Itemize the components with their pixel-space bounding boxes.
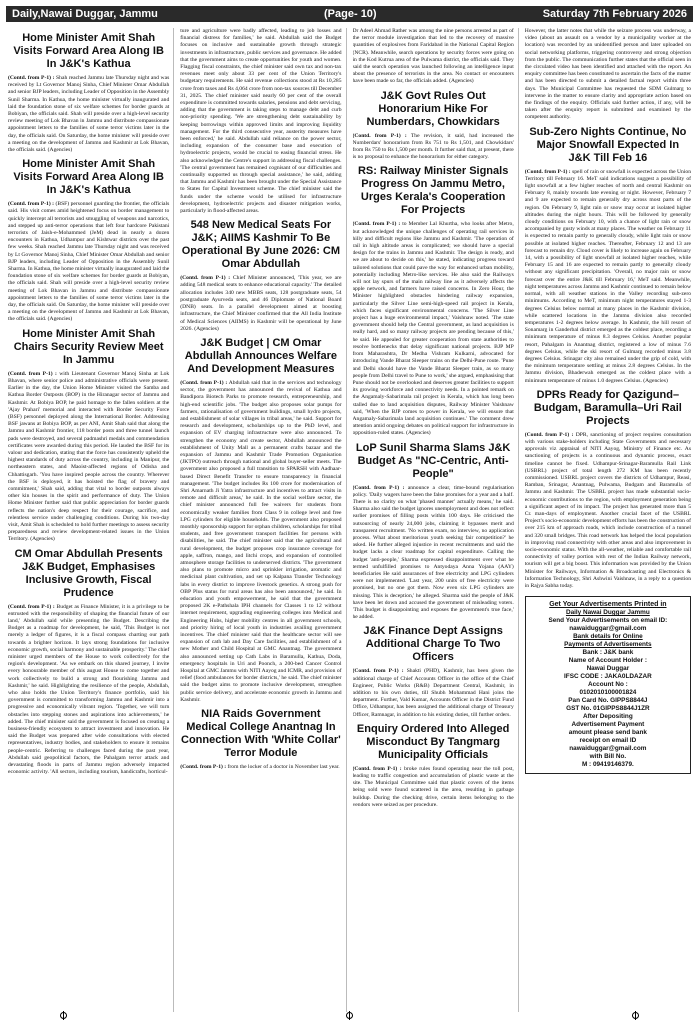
column-3: [353, 28, 519, 1012]
column-2: [180, 28, 346, 1012]
headline: Home Minister Amit Shah Visits Forward Area Along IB In J&K's Kathua: [13, 158, 164, 197]
article-body: (Contd. from P-1) : with Lieutenant Governor Manoj Sinha at Lok Bhavan, where senior police and administrative officials were present. Earlier in the day, the Union Home Minister visited the Samba and Kathua Border Outposts (BOP) in the Hiranagar sector of Jammu and Kashmir. At Bobiya BOP, he paid homage to the fallen soldiers at the 'Ajay Prahari' memorial and interacted with Border Security Force (BSF) personnel deployed along the International Border. Addressing BSF jawans at Bobiya BOP, as per ANI, Amit Shah said that along the Jammu and Kashmir frontier, 118 border posts and three tunnel launch pads were destroyed, and several padmashri medals and commendation certificates were awarded during this period. He lauded the BSF for its valour and dedication, stating that the force has consistently upheld the highest standards of duty across the country, including in Manipur, the northeastern states, and Maoist-affected regions of Odisha and Chhattisgarh. 'You have inspired people across the country. Wherever the BSF is deployed, it has hoisted the flag of bravery and commitment,' Shah said, adding that vital to border outposts always other kin houses in the spirit and performance of duty. The Union Home Minister further said that public appreciation for border guards reflects the nation's deep respect for their courage, sacrifice, and relentless service under challenging conditions. During his two-day visit, Amit Shah is scheduled to hold further meetings to assess security preparedness and review development-related issues in the Union Territory. (Agencies): [8, 370, 170, 543]
ad-payments: Payments of Advertisements: [564, 641, 652, 649]
registration-mark-icon: [346, 1012, 353, 1019]
headline: Home Minister Amit Shah Visits Forward Area Along IB In J&K's Kathua: [13, 32, 164, 70]
page-number: (Page- 10): [324, 8, 377, 20]
article-body: (Contd. from P-1) : (BSF) personnel guarding the frontier, the officials said. His visit comes amid heightened focus on border management to quickly intercept all terrorists and smuggling of weapons and narcotics, and stepped up anti-terror operations that left four hardcore Pakistani terrorists of Jaish-e-Mohammed (JeM) dead in nearly a dozen encounters in Kathua, Udhampur and Kishtwar districts over the past few weeks. Shah reached Jammu late Thursday night and was received by Lt Governor Manoj Sinha, Chief Minister Omar Abdullah and senior BJP leaders, including Leader of Opposition in the Assembly Sunil Sharma. In Kathua, the home minister virtually inaugurated and laid the foundation stone of six welfare schemes for border guards at Bobiyan, the officials said. Shah will preside over a high-level security review meeting of Lok Bhavan in Jammu and distribute compassionate appointment letters to the families of some terror victims later in the day, the officials said. On Saturday, the home minister will preside over a meeting on the development of Jammu and Kashmir at Lok Bhavan, the officials said. (Agencies): [8, 201, 170, 323]
ad-receipt: receipt on email ID: [579, 737, 637, 745]
article-body: However, the latter notes that while the seizure process was underway, a video (about an assault on a vendor by a municipality worker at the location) was recorded by an unidentified person and later uploaded on social networking platforms, triggering controversy and strong objection from the public. The communication further states that the official seen in the circulated video has been identified and attached with the report. An enquiry committee has been constituted to ascertain the facts of the matter and has been directed to submit a detailed factual report within three days. The Municipal Committee has requested the SDM Gulmarg to intervene in the matter to ensure clarity and appropriate action based on the findings of the enquiry. Officials said further action, if any, will be taken after the enquiry report is submitted and examined by the competent authority.: [524, 28, 691, 121]
article-body: (Contd. from P-1) : broke rules found operating near the toll post, leading to traffic congestion and accumulation of plastic waste at the site. The Municipal Committee said that plastic covers of the items being sold were found scattered in the area, resulting in garbage buildup. During the checking drive, certain items belonging to the vendors were seized as per procedure.: [352, 765, 514, 808]
article-body: (Contd. from P-1) : from the locker of a doctor in November last year.: [180, 764, 340, 771]
headline: Home Minister Amit Shah Chairs Security Review Meet In Jammu: [13, 327, 164, 366]
headline: J&K Finance Dept Assigns Additional Charge To Two Officers: [363, 625, 503, 664]
headline: CM Omar Abdullah Presents J&K Budget, Emphasises Inclusive Growth, Fiscal Prudence: [14, 547, 163, 599]
ad-ifsc: IFSC CODE : JAKA0LDAZAR: [564, 673, 652, 681]
ad-paper: Daily Nawai Duggar Jammu: [565, 609, 650, 617]
article-body: (Contd. from P-1) : spell of rain or snowfall is expected across the Union Territory till February 16. MeT said indications suggest a possibility of light snowfall at a few higher reaches of north and central Kashmir on February 8, mainly towards late evening or night. However, February 7 and 9 are expected to remain generally dry across most parts of the region. On February 9, light rain or snow may occur at isolated higher altitudes during the night hours. This will be followed by generally cloudy conditions on February 10, with a chance of light rain or snow accompanied by gusty winds at many places. The weather on February 11 is expected to remain partly to generally cloudy, while light rain or snow possible at isolated higher reaches. Thereafter, February 12 and 13 are forecast to remain dry. Cloud cover is likely to increase again on February 14, with a possibility of light snowfall at isolated higher reaches, while February 15 and 16 are expected to remain partly to generally cloudy without any significant precipitation. 'Overall, no major rain or snow forecast over the entire J&K till February 16,' MeT said. Meanwhile, night temperatures across Jammu and Kashmir continued to remain below normal, with all weather stations in the Valley recording sub-zero minimums. According to MeT, minimum night temperatures stayed 1-3 degrees Celsius below normal at many places in the Kashmir division, while scattered locations in the Jammu division also recorded temperatures 1-2 degrees below average. In Kashmir, the hill resort of Sonamarg in Ganderbal district emerged as the coldest place, recording a minimum temperature of minus 8.3 degrees Celsius. Another popular resort, Pahalgam in Anantnag district, registered a low of minus 7.6 degrees Celsius, while the ski resort of Gulmarg recorded minus 3.8 degrees Celsius. Srinagar city also remained under the grip of cold, with the minimum temperature settling at minus 2.8 degrees Celsius. In the Jammu division, Bhaderwah emerged as the coldest place with a minimum temperature of minus 1.0 degrees Celsius. (Agencies): [524, 168, 691, 384]
ad-pan: Pan Card No. GIPPS8844J: [568, 697, 648, 705]
article-body: (Contd. from P-1) : Chief Minister announced, 'This year, we are adding 548 medical seats to enhance educational capacity.' The detailed allocation includes 340 new MBBS seats, 128 postgraduate seats, 54 postgraduate Ayurveda seats, and 46 Diplomate of National Board (DNB) seats. In a parallel development aimed at boosting infrastructure, the Chief Minister confirmed that the All India Institute of Medical Sciences (AIIMS) in Kashmir will be operational by June 2026. (Agencies): [180, 275, 342, 332]
ad-bank-heading: Bank details for Online: [573, 633, 643, 641]
article-body: (Contd. from P-1) : Abdullah said that in the services and technology sector, the government has announced the revival of Kathua and Bandipora Biotech Parks to promote research, entrepreneurship, and high-end scientific jobs. 'The budget also proposes solar pumps for farmers, rationalisation of government buildings, small hydro projects, and establishment of solar villages in tribal areas,' he said. Support for research and development, scholarships up to the PhD level, and expansion of EV charging infrastructure were also announced. To strengthen the economy and create sector, Abdullah announced the establishment of Unity Mall as a permanent crafts bazaar and the expansion of Jammu and Kashmir Trade Promotion Organisation (JKTPO) outreach through national and global buyer-seller meets. The government also proposed a full transition to SPARSH with Aadhaar-based Direct Benefit Transfer to ensure transparency in financial management. 'The budget includes Rs 100 crore for modernisation of Shri Amarnath Ji Yatra infrastructure and incentives to attract visits in remote and difficult areas,' he said. In the social welfare sector, the chief minister announced full fee waivers for students from economically weaker families from Class 9 in college level and free LPG cylinders for eligible households. The government also proposed monthly sponsorship support for orphan children, scholarships for tribal students, and free government transport facilities for persons with disabilities, he said. The chief minister said that the agricultural and rural development, the budget proposes crop insurance coverage for apple, saffron, mango, and litchi crops, and expansion of controlled atmosphere storage facilities to underserved districts. 'The government also plans to promote micro and sprinkler irrigation, aromatic and medicinal plant cultivation, and set up Kalpana Transfer Technology labs in every district to improve livestock genetics. A strong push for OBP Plus status for rural areas has also been announced,' he said. In education and youth empowerment, he said that the government proposed 2K e-Pathshala IPH channels for Classes 1 to 12 without internet requirement, upgrading engineering colleges into Medical and Engineering Hubs, higher mobility centres in all government schools, and priority hiring of local youth in industries availing government incentives. The chief minister said that the healthcare sector will see expansion of cath lab and Day Care facilities, and establishment of a new Mother and Child Hospital at GMC Anantnag. The government also announced setting up Cath Labs in Baramulla, Kathua, Doda, emergency hospitals in Uri and Poonch, a 200-bed Cancer Control Hospital at GMC Jammu with NITI Aayog and ICMR, and provision of relief (food ambulances for border districts,' he said. The chief minister said the budget aims to promote inclusive development, strengthen public service delivery, and accelerate economic growth in Jammu and Kashmir.: [180, 379, 342, 703]
article-body: (Contd. from P-1) : Budget as Finance Minister, it is a privilege to be entrusted with the responsibility of shaping the financial future of our land,' Abdullah said while presenting the Budget. Describing the Budget as a roadmap for development, he said, 'This Budget is not merely a ledger of figures, it is a fiscal compass charting our path towards a brighter horizon. It lays strong foundations for inclusive economic growth, social harmony and sustainable prosperity.' The chief minister urged members of the House to work collectively for the region's development. 'As we embark on this shared journey, I invite every honourable member of this august House to come together and work collectively to build a strong and flourishing Jammu and Kashmir,' he said. Highlighting the resilience of the people, Abdullah, who also holds the Union Territory's finance portfolio, said his government is committed to transforming Jammu and Kashmir into a progressive and economically vibrant region. 'Together, we will turn obstacles into stepping stones and aspirations into achievements,' he added. The chief minister said the government is focused on creating a business-friendly ecosystem to attract investment and innovation. He said the Budget was prepared after wide consultations with elected representatives, industry bodies, and stakeholders to ensure it remains people-centric. Referring to challenges faced during the past year, Abdullah said geopolitical factors, the Pahalgam terror attack and devastating floods in parts of Jammu region adversely impacted economic activity. 'All sectors, including tourism, handicrafts, horticul-: [8, 603, 170, 776]
ad-payment: Advertisement Payment: [571, 721, 645, 729]
article-body: (Contd. from P-1) : Shah reached Jammu late Thursday night and was received by Lt Governor Manoj Sinha, Chief Minister Omar Abdullah and senior BJP leaders, including Leader of Opposition in the Assembly Sunil Sharma. In Kathua, the home minister virtually inaugurated and laid the foundation stone of six welfare schemes for border guards at Bobiyan, the officials said. Shah will preside over a high-level security review meeting of Lok Bhavan in Jammu and distribute compassionate appointment letters to the families of some terror victims later in the day, the officials said. On Saturday, the home minister will preside over a meeting on the development of Jammu and Kashmir at Lok Bhavan, the officials said. (Agencies): [8, 75, 170, 154]
paper-name: Daily,Nawai Duggar, Jammu: [12, 8, 158, 20]
ad-mobile: M : 09419146379.: [581, 761, 634, 769]
headline: Enquiry Ordered Into Alleged Misconduct By Tangmarg Municipality Officials: [356, 722, 510, 761]
ad-account-no: 0102010100001824: [579, 689, 637, 697]
headline: RS: Railway Minister Signals Progress On Jammu Metro, Urges Kerala's Cooperation For Projects: [357, 165, 509, 217]
article-body: (Contd. from P-1) : announce a clear, time-bound regularisation policy. 'Daily wagers have been the false promises for a year and a half. There is no clarity on what 'phased manner' actually means,' he said. Sharma also said the budget ignores unemployment and does not reflect earlier promises of filling posts within 100 days. He criticised the outsourcing of nearly 24,000 jobs, claiming it bypasses merit and transparent recruitment. 'No written exam, no interview, no application process. What about meritorious youth seeking fair competition?' he asked. He further alleged injustice in recent recruitments and said the budget lacks a clear roadmap for capital expenditure. Calling the budget 'anti-people,' Sharma expressed disappointment over what he termed unfulfilled promises to Antyodaya Anna Yojana (AAY) beneficiaries He said assurances of free electricity and LPG cylinders were not implemented. 'Last year, 200 units of free electricity were promised, but no one got them. Now even six LPG cylinders are missing. This is deception,' he alleged. Sharma said the people of J&K have been let down and accused the government of misleading voters. 'This budget is disappointing and exposes the government's true face,' he added.: [352, 484, 514, 621]
article-body: (Contd. from P-1) : The revision, it said, had increased the Numberdars' honorarium from Rs 751 to Rs 1,501, and Chowkidars' from Rs 750 to Rs 1,500 per month. It further said that, at present, there is no proposal to enhance the honorarium for either category.: [352, 132, 514, 161]
ad-gst: GST No. 01GIPPS8844J1ZR: [566, 705, 650, 713]
article-body: (Contd. from P-1) : to Member Lal Khurtha, who looks after Metro, but acknowledged the unique challenges of operating rail services in hilly and difficult regions like Jammu and Kashmir. 'The operation of rail in high altitude areas is complicated; we should have a special design for the trains in Jammu and Kashmir. The design is ready, and we are about to decide on this,' he stated, indicating progress toward tailored solutions that could pave the way for enhanced urban mobility, potentially including Metro-like services. He also said the Railways will not lay spurs of the main railway line as it adversely affects the apple network, and farmers have raised concerns. In Zero Hour, the Minister highlighted obstacles hindering railway expansion, particularly the Silver Line semi-high-speed rail project in Kerala, which faces significant environmental concerns. 'The Silver Line project has a huge environmental impact,' Vaishnaw noted. 'The state government should help the Central government, as land acquisition is really hard, and so many railway projects are pending because of this,' he said. He appealed for greater cooperation from state authorities to resolve bottlenecks that delay significant national projects. BJP MP from Maharashtra, Dr Medha Vishram Kulkarni, advocated for introducing Vande Bharat Sleeper trains on the Delhi-Pune route. 'Pune and Delhi should have the Vande Bharat Sleeper train, as so many people from Delhi travel to Pune to work,' she argued, emphasising that Pune should not be overlooked and deserves greater facilities to support its growing workforce and connectivity needs. In a pointed remark on the Angamaly-Sabarimala rail project in Kerala, which has long been stalled due to land acquisition disputes, Railway Minister Vaishnaw said, 'When the BJP comes to power in Kerala, we will ensure that Angamaly-Sabarimala land acquisition continues.' The comment drew attention amid ongoing debates on political support for infrastructure in opposition-ruled states. (Agencies): [352, 221, 514, 437]
article-body: Dr Adeel Ahmad Rather was among the nine persons arrested as part of the terror module investigation that led to the recovery of massive quantities of explosives from Faridabad in the National Capital Region (NCR). Meanwhile, search operations by security forces were going on in the Kod Kutrua area of the Pulwama district, the officials said. They said the search operation was launched following an intelligence input about the presence of terrorists in the area. No contact or encounters have been made so far, the officials added. (Agencies): [352, 28, 514, 85]
headline: J&K Govt Rules Out Honorarium Hike For Numberdars, Chowkidars: [366, 89, 500, 128]
column-1: [8, 28, 174, 1012]
columns: [8, 28, 691, 1012]
ad-with-bill: with Bill No.: [589, 753, 627, 761]
article-body: ture and agriculture were badly affected, leading to job losses and financial distress for families,' he said. Abdullah said the Budget focuses on inclusive and sustainable growth through strategic investments in infrastructure, public services and governance. He added that the government aims to create opportunities for youth and women. Flagging fiscal constraints, the chief minister said own tax and non-tax revenues meet only about 33 per cent of the Union Territory's budgetary requirements. He said revenue collections stood at Rs 10,285 crore from taxes and Rs 4,064 crore from non-tax sources till December 31, 2025. The chief minister said nearly 60 per cent of the overall expenditure is committed towards salaries, pensions and debt servicing, adding that the government is taking steps to manage debt and curb non-priority spending. 'We are strengthening debt sustainability by keeping borrowings within approved limits and improving liquidity management. For the third consecutive year, austerity measures have been enforced,' he said. Abdullah said reliance on the power sector, including expansion of the consumer base and execution of hydroelectric projects, would be crucial to easing financial stress. He also acknowledged the Centre's support in addressing fiscal challenges. 'The central government has remained cognisant of our difficulties and continually supported us through special assistance,' he said, adding that Jammu and Kashmir has been brought under the Special Assistance to States for Capital Investment scheme. The chief minister said the funds under the scheme would be utilised for infrastructure development, hydroelectric projects and disaster mitigation works, particularly in flood-affected areas.: [180, 28, 342, 215]
ad-title: Get Your Advertisements Printed in: [549, 601, 667, 609]
ad-account-name: Nawai Duggar: [586, 665, 630, 673]
headline: J&K Budget | CM Omar Abdullah Announces Welfare And Development Measures: [184, 336, 337, 375]
ad-account-no-label: Account No :: [587, 681, 628, 689]
page-header: [6, 6, 693, 22]
registration-mark-icon: [60, 1012, 67, 1019]
ad-amount-text: amount please send bank: [568, 729, 647, 737]
ad-send: Send Your Advertisements on email ID:: [548, 617, 668, 625]
article-body: (Contd. from P-1) : DPR, sanctioning of project requires consultation with various stake-holders including State Governments and necessary approvals viz appraisal of NITI Aayog, Ministry of Finance etc. As sanctioning of projects is a continuous and dynamic process, exact timeline cannot be fixed. Udhampur-Srinagar-Baramulla Rail Link (USBRL) project of total length 272 KM has been recently commissioned. USBRL project covers the districts of Udhampur, Reasi, Ramban, Srinagar, Anantnag, Pulwama, Budgam and Baramulla of Jammu and Kashmir. The USBRL project has made substantial socio-economic contributions to the region, with employment generation being a significant aspect of its impact. The project has generated more than 5 Cr. man-days of employment. Another crucial facet of the USBRL Project's socio-economic development efforts has been the construction of over 215 km of approach roads, which include construction of a tunnel and 320 small bridges. This road network has helped the local population in improving road connectivity with other areas and also improvement in socio-economic status. With the all-weather, reliable and comfortable rail connectivity of valley portion with rest of the Indian Railway network, tourism will get a big boost. This information was provided by the Union Minister for Railways, Information & Broadcasting and Electronics & Information Technology, Shri Ashwini Vaishnaw, in a reply to a question in Rajya Sabha today.: [524, 431, 691, 589]
headline: 548 New Medical Seats For J&K; AIIMS Kashmir To Be Operational By June 2026: CM Omar Abdullah: [181, 219, 341, 271]
ad-email: nawaiduggar@gmail.com: [569, 625, 647, 633]
headline: NIA Raids Government Medical College Anantnag In Connection With 'White Collar' Terror Module: [181, 708, 341, 760]
ad-email-2: nawaiduggar@gmail.com: [569, 745, 647, 753]
headline: LoP Sunil Sharma Slams J&K Budget As "NC-Centric, Anti-People": [355, 441, 511, 480]
advertisement-box: [525, 596, 691, 774]
ad-after: After Depositing: [583, 713, 633, 721]
issue-date: Saturday 7th February 2026: [542, 8, 687, 20]
column-4: [525, 28, 691, 1012]
article-body: (Contd. from P-1) : Shakti (PHD), Kashmir, has been given the additional charge of Chief Accounts Officer in the office of the Chief Engineer, Public Works (R&B) Department Central, Kashmir, in addition to his own duties, till Shubh Mohammad Hani joins the department. Further, Vald Kumar, Accounts Officer in the District Fund Office, Udhampur, has been assigned the additional charge of Treasury Officer, Ramnagar, in addition to his existing duties, till further orders.: [352, 668, 514, 718]
ad-bank: Bank : J&K bank: [582, 649, 634, 657]
ad-account-name-label: Name of Account Holder :: [568, 657, 647, 665]
headline: DPRs Ready for Qazigund–Budgam, Baramulla–Uri Rail Projects: [533, 388, 682, 427]
registration-mark-icon: [632, 1012, 639, 1019]
headline: Sub-Zero Nights Continue, No Major Snowfall Expected In J&K Till Feb 16: [529, 125, 687, 164]
